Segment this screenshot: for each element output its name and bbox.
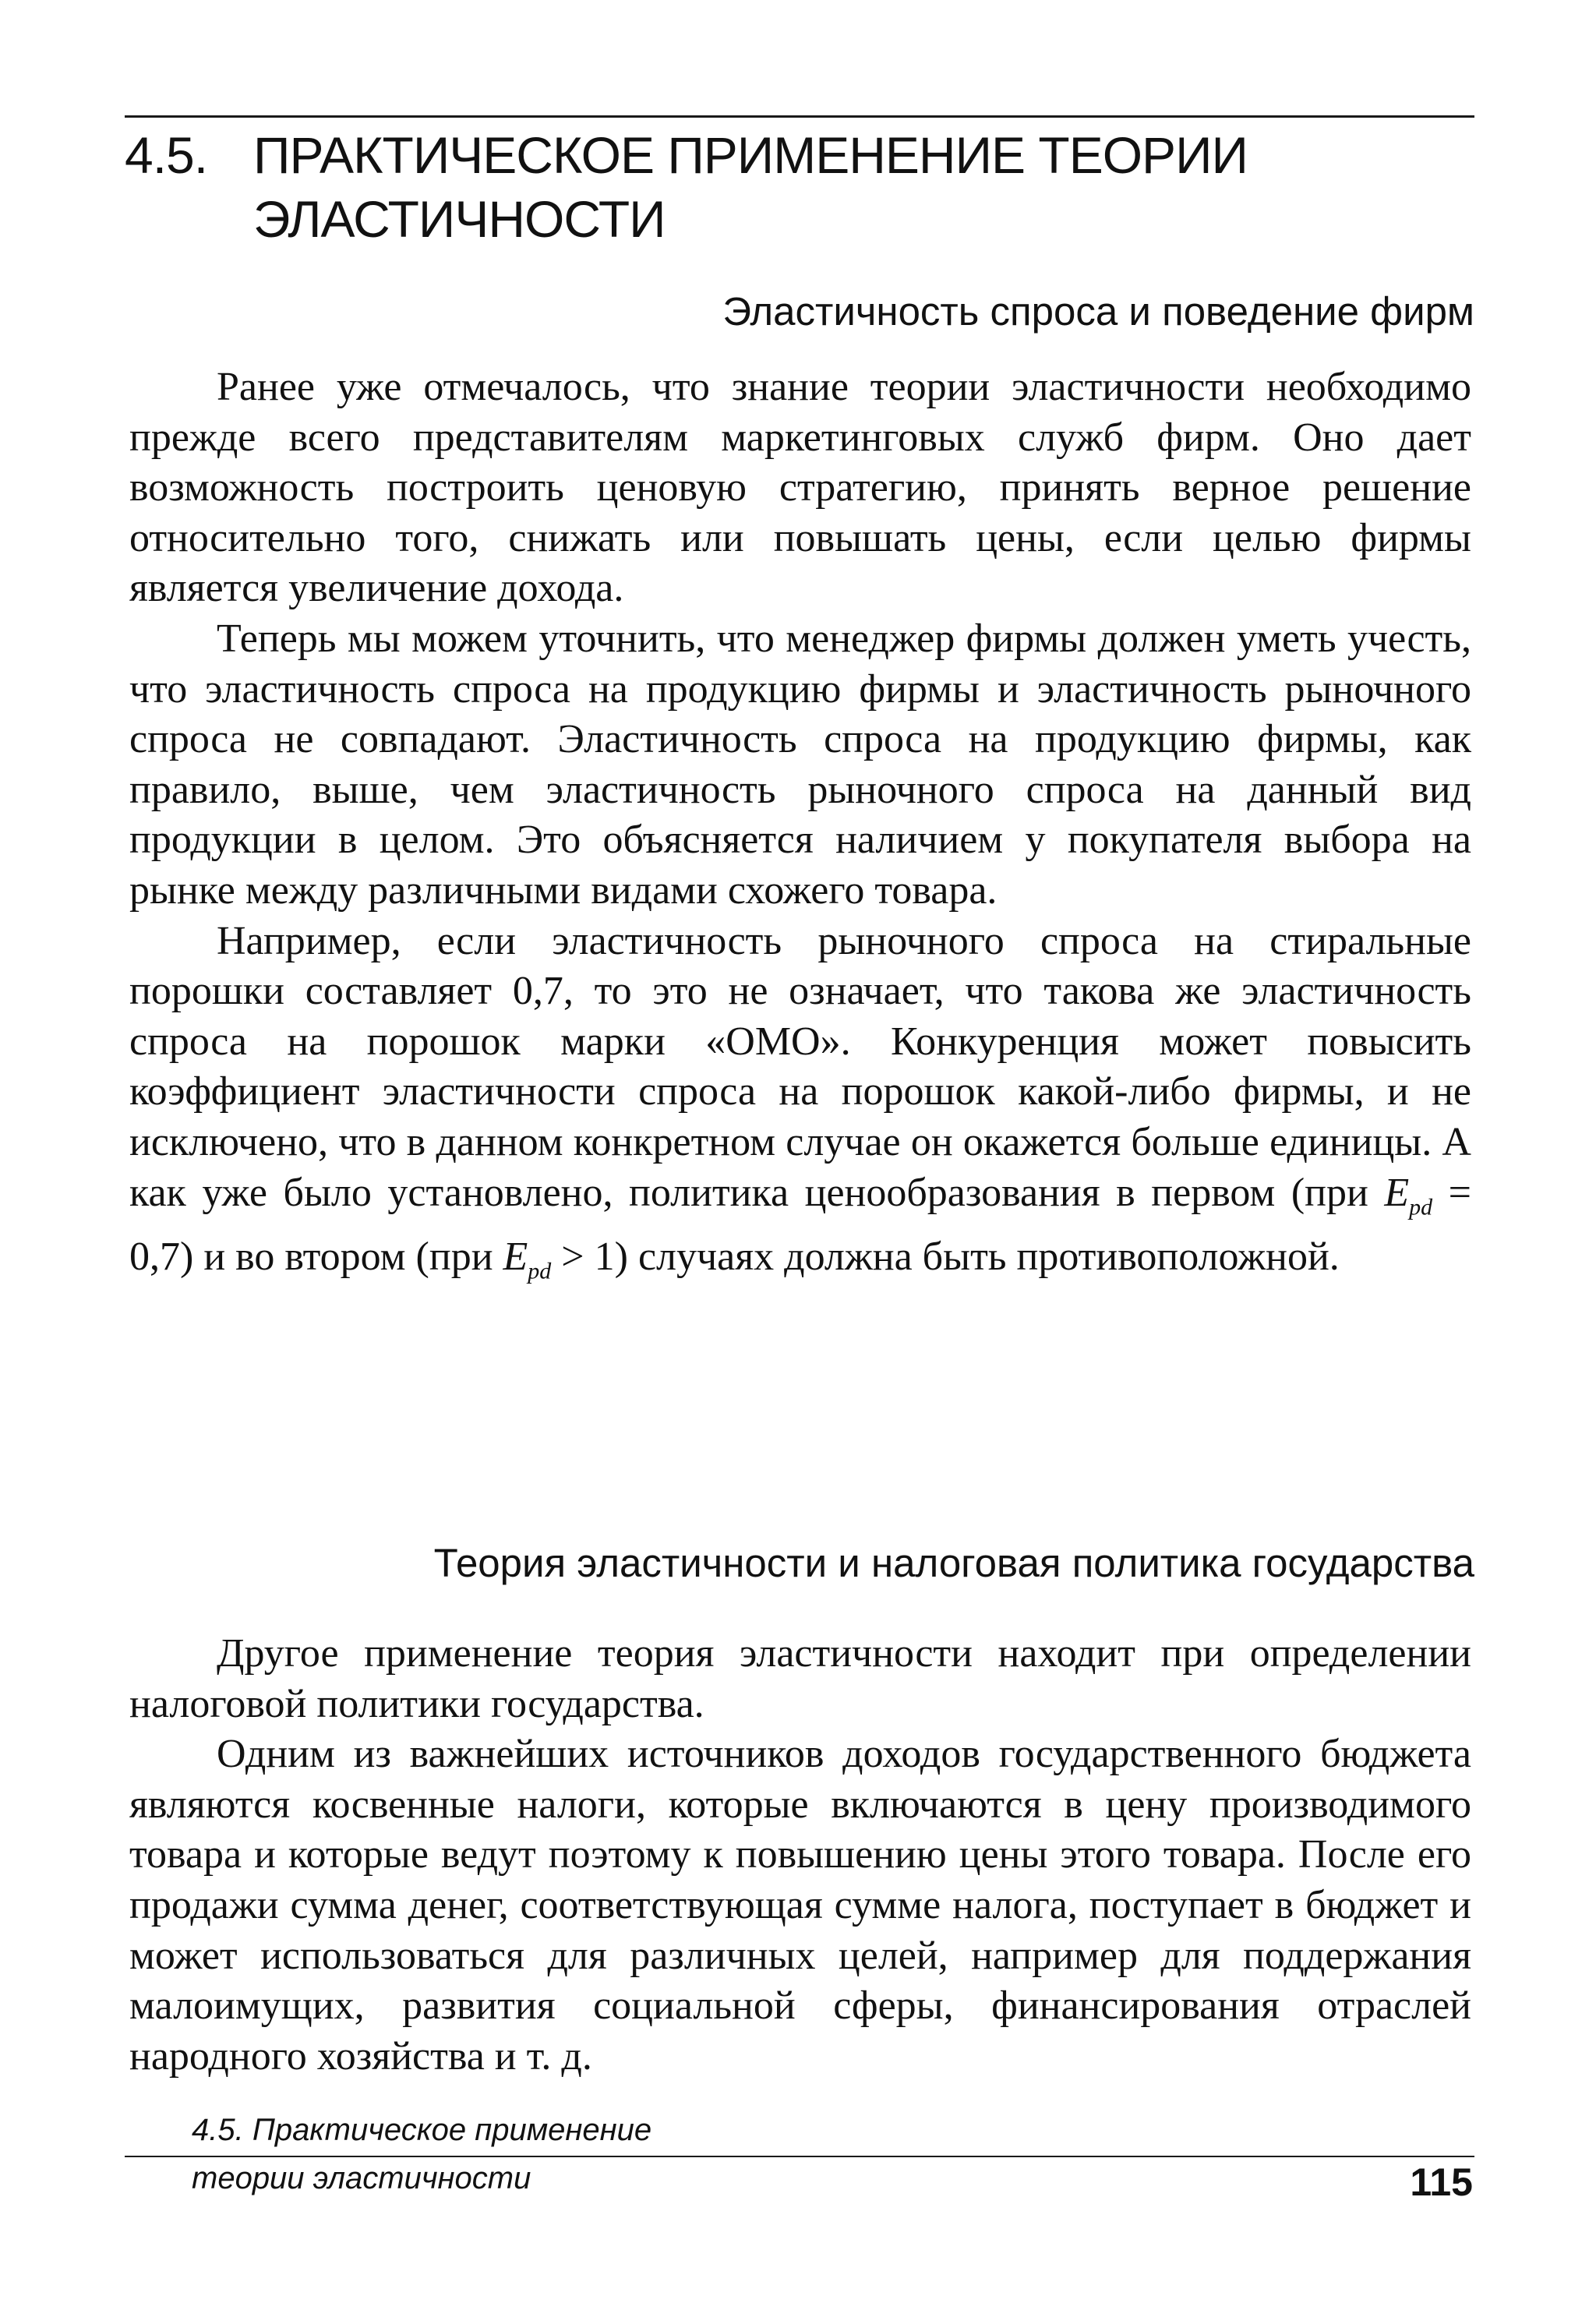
paragraph: Одним из важнейших источников доходов государственного бюджета являются косвенные налоги, которые включаются в цену производимого товара и которые ведут поэтому к повышению цены этого товара. После его продажи сумма денег, соответствующая сумме налога, поступает в бюджет и может использоваться для различных целей, например для поддержания малоимущих, развития социальной сферы, финансирования отраслей народного хозяйства и т. д. (129, 1732, 1471, 2079)
paragraph-text: > 1) случаях должна быть противоположной. (551, 1234, 1340, 1280)
paragraph: Теперь мы можем уточнить, что менеджер фирмы должен уметь учесть, что эластичность спроса на продукцию фирмы и эластичность рыночного спроса не совпадают. Эластичность спроса на продукцию фирмы, как правило, выше, чем эластичность рыночного спроса на данный вид продукции в целом. Это объясняется наличием у покупателя выбора на рынке между различными видами схожего товара. (129, 616, 1471, 913)
footer-rule (125, 2156, 1474, 2157)
footer-line2: теории эластичности (192, 2161, 531, 2195)
section-body-tax-policy (129, 1629, 1471, 2082)
paragraph (129, 917, 1471, 1298)
paragraph-text: = 0,7) и во втором (при (129, 1170, 1472, 1280)
paragraph: Ранее уже отмечалось, что знание теории эластичности необходимо прежде всего представителям маркетинговых служб фирм. Оно дает возможность построить ценовую стратегию, принять верное решение относительно того, снижать или повышать цены, если целью фирмы является увеличение дохода. (129, 365, 1471, 611)
footer-line1: 4.5. Практическое применение (192, 2113, 652, 2147)
heading-number: 4.5. (125, 126, 208, 184)
section-title-firms: Эластичность спроса и поведение фирм (722, 289, 1474, 334)
paragraph-text: Например, если эластичность рыночного спроса на стиральные порошки составляет 0,7, то это не означает, что такова же эластичность спроса на порошок марки «ОМО». Конкуренция может повысить коэффициент эластичности спроса на порошок какой-либо фирмы, и не исключено, что в данном конкретном случае он окажется больше единицы. А как уже было установлено, политика ценообразования в первом (при (129, 918, 1471, 1215)
running-footer (192, 2106, 1127, 2202)
top-rule (125, 115, 1474, 118)
elasticity-symbol: $E_{pd}$ (1384, 1170, 1433, 1220)
page-number: 115 (1410, 2160, 1473, 2204)
heading-title-line2: ЭЛАСТИЧНОСТИ (253, 190, 666, 248)
section-title-tax-policy: Теория эластичности и налоговая политика государства (433, 1541, 1474, 1585)
section-body-firms (129, 362, 1471, 1297)
heading-title-line1: ПРАКТИЧЕСКОЕ ПРИМЕНЕНИЕ ТЕОРИИ (253, 126, 1248, 184)
paragraph: Другое применение теория эластичности находит при определении налоговой политики государства. (129, 1631, 1471, 1726)
heading-title (253, 123, 1344, 251)
elasticity-symbol: $E_{pd}$ (503, 1234, 552, 1284)
